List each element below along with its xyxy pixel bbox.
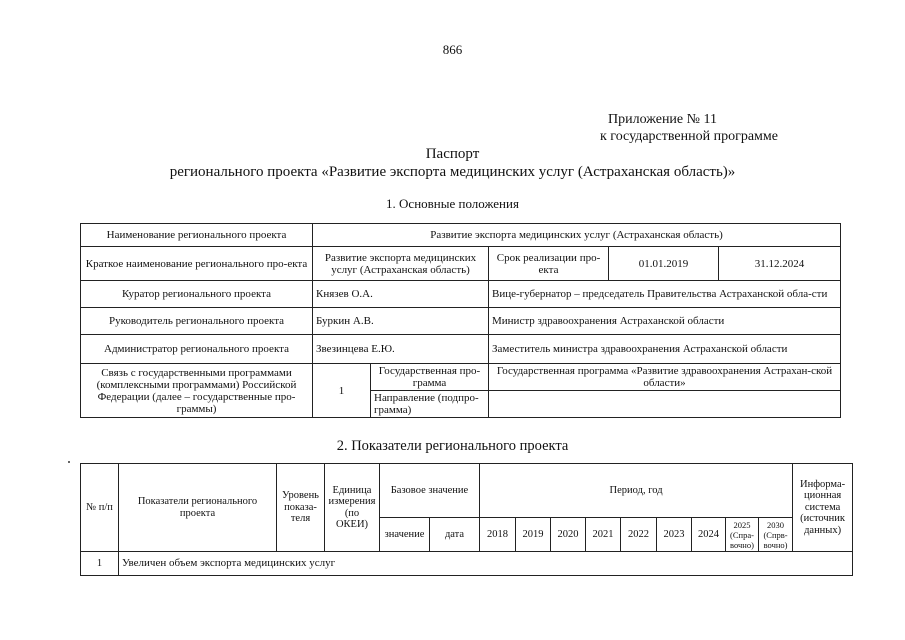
project-name-label: Наименование регионального проекта [81,224,313,247]
row-indicator-group: Увеличен объем экспорта медицинских услуг [119,552,853,576]
col-year: 2018 [480,518,516,552]
state-program-label: Государственная про-грамма [371,364,489,391]
curator-name: Князев О.А. [313,281,489,308]
table-row [81,281,841,308]
col-year-2025: 2025 (Спра-вочно) [726,518,759,552]
col-year-2030: 2030 (Спрв-вочно) [759,518,793,552]
table-row [81,552,853,576]
programs-link-label: Связь с государственными программами (комплексными программами) Российской Федерации (далее – государственные про-граммы) [81,364,313,418]
table-row [81,364,841,391]
admin-label: Администратор регионального проекта [81,335,313,364]
col-year: 2023 [657,518,692,552]
main-provisions-table [80,223,841,418]
col-level: Уровень показа-теля [277,464,325,552]
col-base-date: дата [430,518,480,552]
col-num: № п/п [81,464,119,552]
table-row [81,308,841,335]
head-label: Руководитель регионального проекта [81,308,313,335]
table-row [81,224,841,247]
section1-heading: 1. Основные положения [386,196,519,211]
table-row [81,335,841,364]
period-label: Срок реализации про-екта [489,247,609,281]
col-year: 2020 [551,518,586,552]
passport-title: Паспорт [425,146,480,162]
table-row [81,247,841,281]
indicators-table [80,463,853,576]
col-unit: Единица измерения (по ОКЕИ) [325,464,380,552]
programs-link-number: 1 [313,364,371,418]
col-period: Период, год [480,464,793,518]
col-year: 2024 [692,518,726,552]
passport-heading [0,145,905,181]
annex-number: Приложение № 11 [608,112,717,127]
col-year: 2019 [516,518,551,552]
annex-program: к государственной программе [600,129,778,144]
scan-dot [68,461,70,463]
direction-label: Направление (подпро-грамма) [371,391,489,418]
page-number: 866 [442,42,463,57]
curator-position: Вице-губернатор – председатель Правительства Астраханской обла-сти [489,281,841,308]
short-name-value: Развитие экспорта медицинских услуг (Астраханская область) [313,247,489,281]
table-header-row [81,464,853,518]
curator-label: Куратор регионального проекта [81,281,313,308]
col-base: Базовое значение [380,464,480,518]
head-name: Буркин А.В. [313,308,489,335]
col-year: 2022 [621,518,657,552]
direction-value [489,391,841,418]
head-position: Министр здравоохранения Астраханской области [489,308,841,335]
passport-subtitle: регионального проекта «Развитие экспорта медицинских услуг (Астраханская область)» [169,164,736,180]
section2-heading: 2. Показатели регионального проекта [336,438,569,454]
start-date: 01.01.2019 [609,247,719,281]
admin-name: Звезинцева Е.Ю. [313,335,489,364]
col-base-value: значение [380,518,430,552]
col-indicator: Показатели регионального проекта [119,464,277,552]
col-year: 2021 [586,518,621,552]
project-name-value: Развитие экспорта медицинских услуг (Астраханская область) [313,224,841,247]
col-info-system: Информа-ционная система (источник данных) [793,464,853,552]
end-date: 31.12.2024 [719,247,841,281]
short-name-label: Краткое наименование регионального про-екта [81,247,313,281]
row-num: 1 [81,552,119,576]
state-program-value: Государственная программа «Развитие здравоохранения Астрахан-ской области» [489,364,841,391]
admin-position: Заместитель министра здравоохранения Астраханской области [489,335,841,364]
annex-caption [600,111,778,145]
